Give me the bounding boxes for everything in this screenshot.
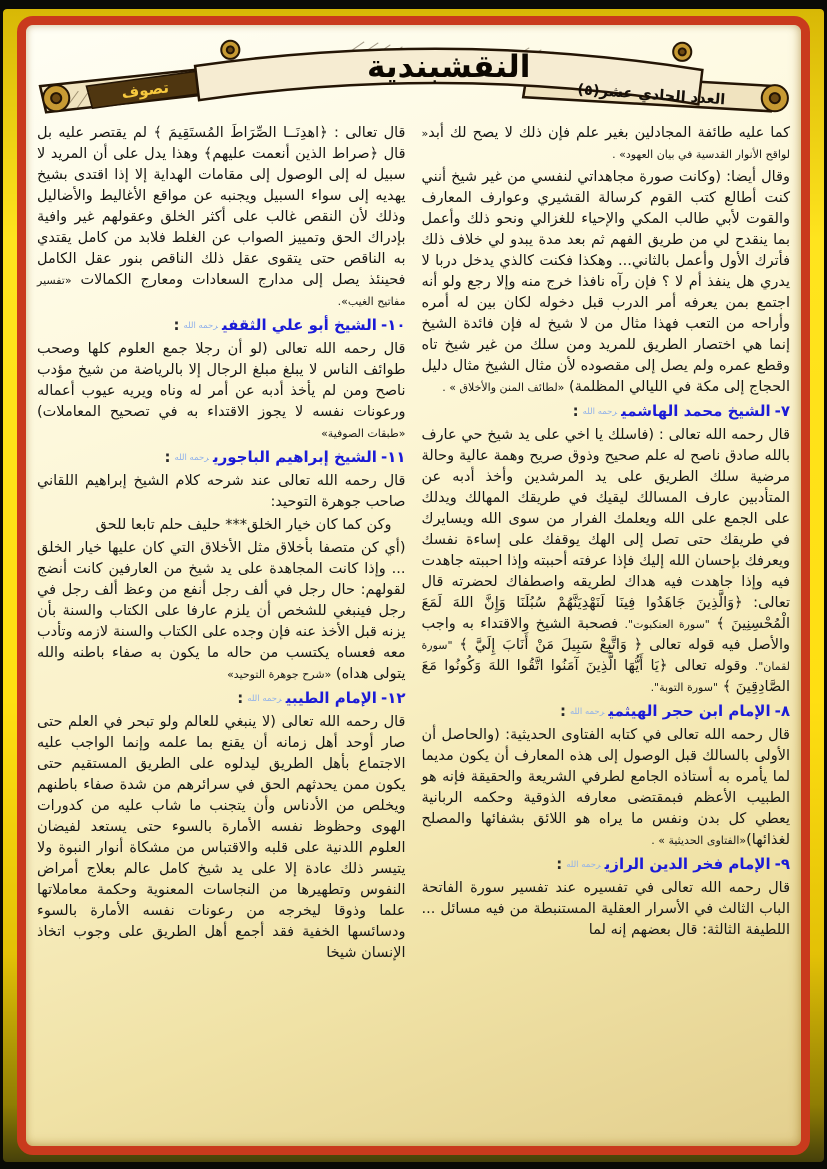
source-reference: «لطائف المنن والأخلاق » . <box>442 381 565 394</box>
heading-name: الشيخ محمد الهاشمي <box>621 402 771 420</box>
rahimahullah-mark: رحمه الله <box>569 707 605 717</box>
paragraph-text: قال رحمه الله تعالى عند شرحه كلام الشيخ إبراهيم اللقاني صاحب جوهرة التوحيد: <box>37 473 406 510</box>
heading-name: الشيخ إبراهيم الباجوري <box>212 448 377 466</box>
paragraph-text: (أي كن متصفا بأخلاق مثل الأخلاق التي كان عليها خيار الخلق ... وإذا كانت المجاهدة على يد شيخ من العارفين كانت أنضج لقولهم: حال رجل في ألف رجل أنفع من وعظ ألف رجل في رجل فينبغي للشخص أن يلزم عارفا على الكتاب والسنة بأن يزنه قبل الأخذ عنه فإن وجده على الكتاب والسنة لازمه وتأدب معه فعساه يكتسب من حاله ما يكون به صفاء باطنه والله يتولى هداه) <box>37 540 406 682</box>
heading-name: الإمام ابن حجر الهيثمي <box>608 702 771 720</box>
surah-reference: "سورة التوبة". <box>650 681 719 694</box>
heading-colon: : <box>173 316 180 334</box>
heading-colon: : <box>164 448 171 466</box>
paragraph <box>37 123 406 312</box>
section-heading-9 <box>422 853 791 876</box>
source-reference: «الفتاوى الحديثية » . <box>651 834 747 847</box>
poetry-line <box>37 515 406 536</box>
paragraph <box>422 725 791 851</box>
heading-number: ١١- <box>380 448 406 466</box>
heading-name: الإمام فخر الدين الرازي <box>604 855 771 873</box>
heading-colon: : <box>559 702 566 720</box>
rahimahullah-mark: رحمه الله <box>582 407 618 417</box>
paragraph-text: وقوله تعالى ﴿يَا أَيُّهَا الَّذِينَ آمَنُوا اتَّقُوا اللهَ وَكُونُوا مَعَ الصَّادِقِينَ ﴾ <box>421 658 790 695</box>
issue-label: العدد الحادي عشر(٥) <box>576 81 726 109</box>
source-reference: « لواقح الأنوار القدسية في بيان العهود» . <box>421 127 790 161</box>
paragraph <box>37 339 406 444</box>
section-heading-7 <box>422 400 791 423</box>
section-heading-10 <box>37 314 406 337</box>
heading-number: ٩- <box>774 855 790 873</box>
heading-number: ١٢- <box>380 689 406 707</box>
left-column <box>37 123 406 966</box>
paragraph-text: كما عليه طائفة المجادلين بغير علم فإن ذلك لا يصح لك أبد <box>428 125 790 141</box>
right-column <box>422 123 791 966</box>
paragraph <box>37 712 406 964</box>
source-reference: «طبقات الصوفية» <box>321 427 406 440</box>
paragraph-text: قال تعالى : ﴿اهدِنَــا الصِّرَاطَ المُستَقِيمَ ﴾ لم يقتصر عليه بل قال ﴿صراط الذين أنعمت عليهم﴾ وهذا يدل على أن المريد لا سبيل له إلى الوصول إلى مقامات الهداية إلا إذا اقتدى بشيخ يهديه إلى سواء السبيل ويجنبه عن مواقع الأغاليط والأضاليل وذلك لأن النقص غالب على أكثر الخلق وعقولهم غير وافية بإدراك الحق وتمييز الصواب عن الغلط فلابد من كامل يقتدي به الناقص حتى يتقوى عقل ذلك الناقص بنور عقل الكامل فحينئذ يصل إلى مدارج السعادات ومعارج الكمالات <box>37 125 406 288</box>
rahimahullah-mark: رحمه الله <box>183 321 218 331</box>
paragraph-text: وقال أيضا: (وكانت صورة مجاهداتي لنفسي من غير شيخ أنني كنت أطالع كتب القوم كرسالة القشيري وعوارف المعارف والقوت لأبي طالب المكي والإحياء للغزالي ونحو ذلك وأعمل بما ينقدح لي من طريق الفهم ثم بعد مدة يبدو لي خلاف ذلك فأترك الأول وأعمل بالثاني... وهكذا فكنت كالذي يدخل دربا لا يدري هل ينفذ أم لا ؟ فإن رآه نافذا خرج منه وإلا رجع ولو أنه اجتمع بمن يعرفه أمر الدرب قبل دخوله لكان بين له أمره وأراحه من التعب فهذا مثال من لا شيخ له فإن فائدة الشيخ إنما هي اختصار الطريق للمريد ومن سلك من غير شيخ تاه وقطع عمره ولم يصل إلى مقصوده لأن مثال الشيخ مثال دليل الحجاج إلى مكة في الليالي المظلمة) <box>421 169 790 395</box>
heading-colon: : <box>237 689 244 707</box>
heading-colon: : <box>572 402 579 420</box>
paragraph <box>37 538 406 685</box>
source-reference: «شرح جوهرة التوحيد» <box>227 668 332 681</box>
topic-label: تصوف <box>120 78 170 103</box>
paragraph-text: قال رحمه الله تعالى في كتابه الفتاوى الحديثية: (والحاصل أن الأولى بالسالك قبل الوصول إلى هذه المعارف أن يكون مديما لما يأمره به أستاذه الجامع لطرفي الشريعة والحقيقة فإنه هو الطبيب الأعظم فبمقتضى معارفه الذوقية وحكمه الربانية يعطي كل بدن ونفس ما يراه هو اللائق بشفائها والمصلح لغذائها) <box>421 727 790 848</box>
paragraph <box>37 471 406 513</box>
paragraph <box>422 123 791 165</box>
heading-number: ١٠- <box>380 316 406 334</box>
banner-title: النقشبندية <box>367 49 531 86</box>
surah-reference: "سورة لقمان". <box>421 639 790 673</box>
source-reference: «تفسير مفاتيح الغيب». <box>37 274 406 308</box>
heading-colon: : <box>556 855 563 873</box>
rahimahullah-mark: رحمه الله <box>174 453 209 463</box>
paragraph-text: وكن كما كان خيار الخلق*** حليف حلم تابعا للحق <box>95 517 392 533</box>
heading-number: ٧- <box>774 402 790 420</box>
paragraph-text: قال رحمه الله تعالى (لا ينبغي للعالم ولو تبحر في العلم حتى صار أوحد أهل زمانه أن يقنع بما علمه وإنما الواجب عليه الاجتماع بأهل الطريق ليدلوه على الطريق المستقيم حتى يكون ممن يحدثهم الحق في سرائرهم من شدة صفاء باطنهم ويخلص من الأدناس وأن يتجنب ما شاب عليه من كدورات الهوى وحظوظ نفسه الأمارة بالسوء حتى يستعد لفيضان العلوم اللدنية على قلبه والاقتباس من مشكاة أنوار النبوة ولا يتيسر ذلك عادة إلا على يد شيخ كامل عالم بعلاج أمراض النفوس وتطهيرها من النجاسات المعنوية وحكمة معاملاتها علما وذوقا ليخرجه من رعونات نفسه الأمارة بالسوء ودسائسها الخفية فقد أجمع أهل الطريق على وجوب اتخاذ الإنسان شيخا <box>37 714 406 961</box>
heading-number: ٨- <box>774 702 790 720</box>
paragraph <box>422 167 791 398</box>
heading-name: الإمام الطيبي <box>285 689 377 707</box>
ribbon-banner-graphic <box>26 25 801 121</box>
paragraph-text: فصحبة الشيخ والاقتداء به واجب والأصل فيه قوله تعالى ﴿ وَاتَّبِعْ سَبِيلَ مَنْ أَنَابَ إِلَيَّ ﴾ <box>421 616 790 653</box>
text-columns <box>26 121 801 966</box>
section-heading-8 <box>422 700 791 723</box>
red-frame <box>17 16 810 1155</box>
title-banner <box>26 25 801 121</box>
section-heading-11 <box>37 446 406 469</box>
paragraph-text: قال رحمه الله تعالى في تفسيره عند تفسير سورة الفاتحة الباب الثالث في الأسرار العقلية المستنبطة من فيه مسائل ... اللطيفة الثالثة: قال بعضهم إنه لما <box>421 880 790 938</box>
surah-reference: "سورة العنكبوت". <box>624 618 710 631</box>
heading-name: الشيخ أبو علي الثقفي <box>221 316 377 334</box>
paragraph-text: قال رحمه الله تعالى : (فاسلك يا اخي على يد شيخ حي عارف بالله صادق ناصح له علم صحيح وذوق صريح وهمة عالية وحالة مرضية سلك الطريق على يد المرشدين وأخذ أدبه عن المتأدبين عارف المسالك ليقيك في طريقك المهالك ويدلك على الجمع على الله ويعلمك الفرار من سوى الله ويسايرك في طريقك حتى تصل إلى الهك يوقفك على إساءة نفسك ويعرفك بإحسان الله إليك فإذا عرفته أحببته وإذا احببته جاهدت فيه وإذا جاهدت فيه هداك لطريقه واصطفاك لحضرته قال تعالى: ﴿وَالَّذِينَ جَاهَدُوا فِينَا لَنَهْدِيَنَّهُمْ سُبُلَنَا وَإِنَّ اللهَ لَمَعَ الْمُحْسِنِينَ ﴾ <box>421 427 790 632</box>
paragraph <box>422 425 791 698</box>
section-heading-12 <box>37 687 406 710</box>
paragraph-text: قال رحمه الله تعالى (لو أن رجلا جمع العلوم كلها وصحب طوائف الناس لا يبلغ مبلغ الرجال إلا بالرياضة من شيخ مؤدب ناصح ومن لم يأخذ أدبه عن أمر له وناه ويريه عيوب أعماله ورعونات نفسه لا يجوز الاقتداء به في تصحيح المعاملات) <box>37 341 406 420</box>
rahimahullah-mark: رحمه الله <box>566 860 601 870</box>
rahimahullah-mark: رحمه الله <box>247 694 282 704</box>
paragraph <box>422 878 791 941</box>
